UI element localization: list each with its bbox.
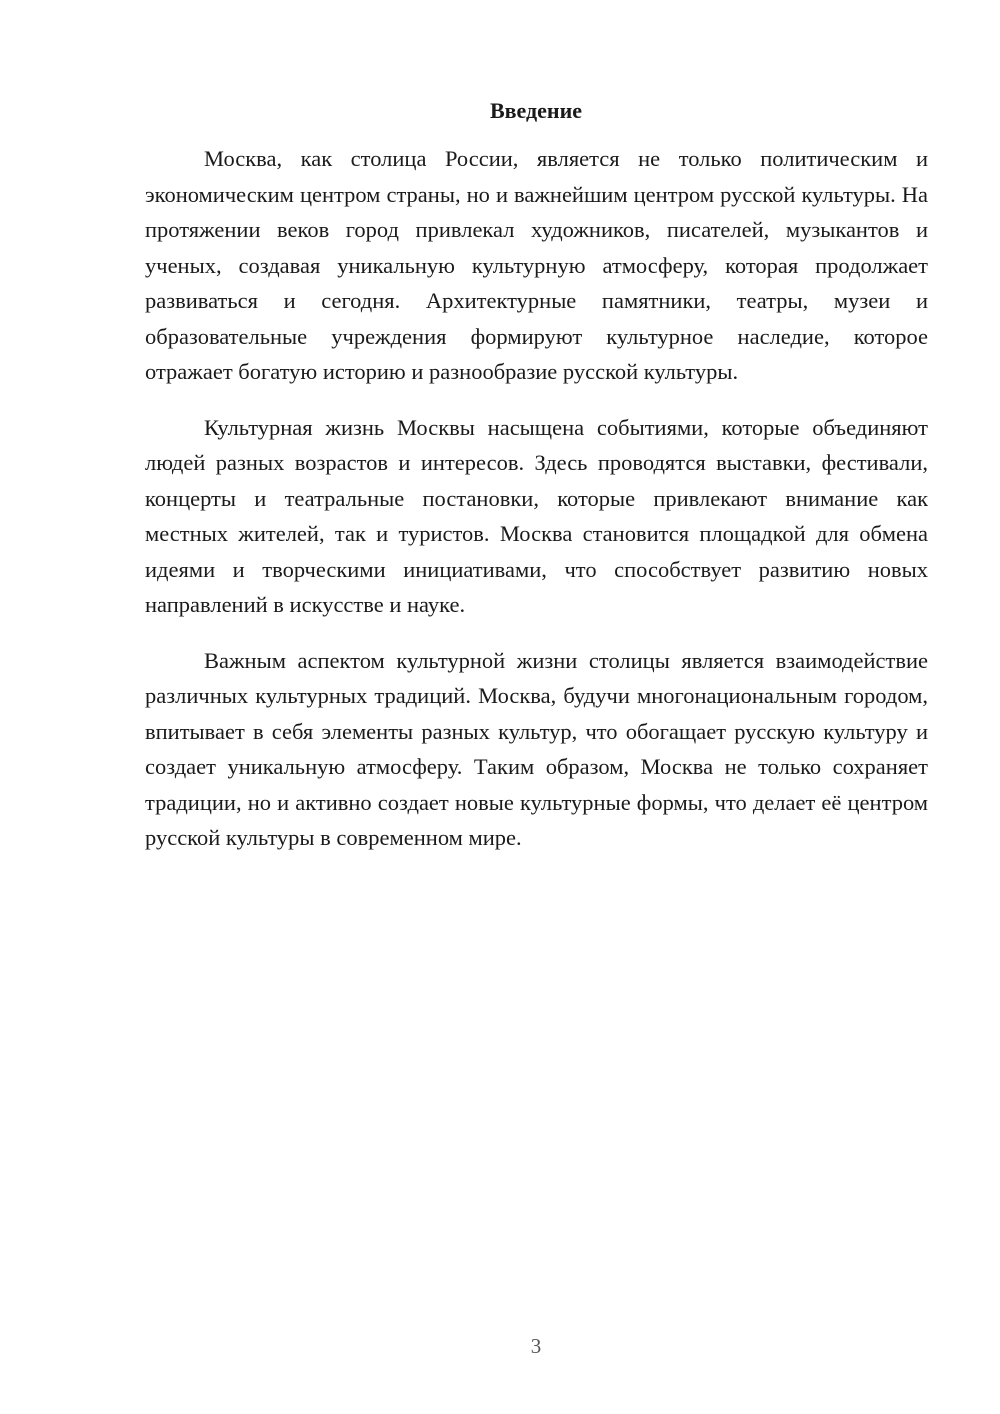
- page-number: 3: [530, 1334, 542, 1358]
- page-title: Введение: [489, 98, 583, 123]
- paragraph-3: Важным аспектом культурной жизни столицы является взаимодействие различных культурных традиций. Москва, будучи многонациональным городом, впитывает в себя элементы разных культур, что обогащает русскую культуру и создает уникальную атмосферу. Таким образом, Москва не только сохраняет традиции, но и активно создает новые культурные формы, что делает её центром русской культуры в современном мире.: [145, 647, 928, 850]
- paragraph-1: Москва, как столица России, является не только политическим и экономическим центром страны, но и важнейшим центром русской культуры. На протяжении веков город привлекал художников, писателей, музыкантов и ученых, создавая уникальную культурную атмосферу, которая продолжает развиваться и сегодня. Архитектурные памятники, театры, музеи и образовательные учреждения формируют культурное наследие, которое отражает богатую историю и разнообразие русской культуры.: [145, 146, 928, 384]
- paragraph-2: Культурная жизнь Москвы насыщена событиями, которые объединяют людей разных возрастов и интересов. Здесь проводятся выставки, фестивали, концерты и театральные постановки, которые привлекают внимание как местных жителей, так и туристов. Москва становится площадкой для обмена идеями и творческими инициативами, что способствует развитию новых направлений в искусстве и науке.: [145, 414, 928, 617]
- body-text: [145, 141, 928, 876]
